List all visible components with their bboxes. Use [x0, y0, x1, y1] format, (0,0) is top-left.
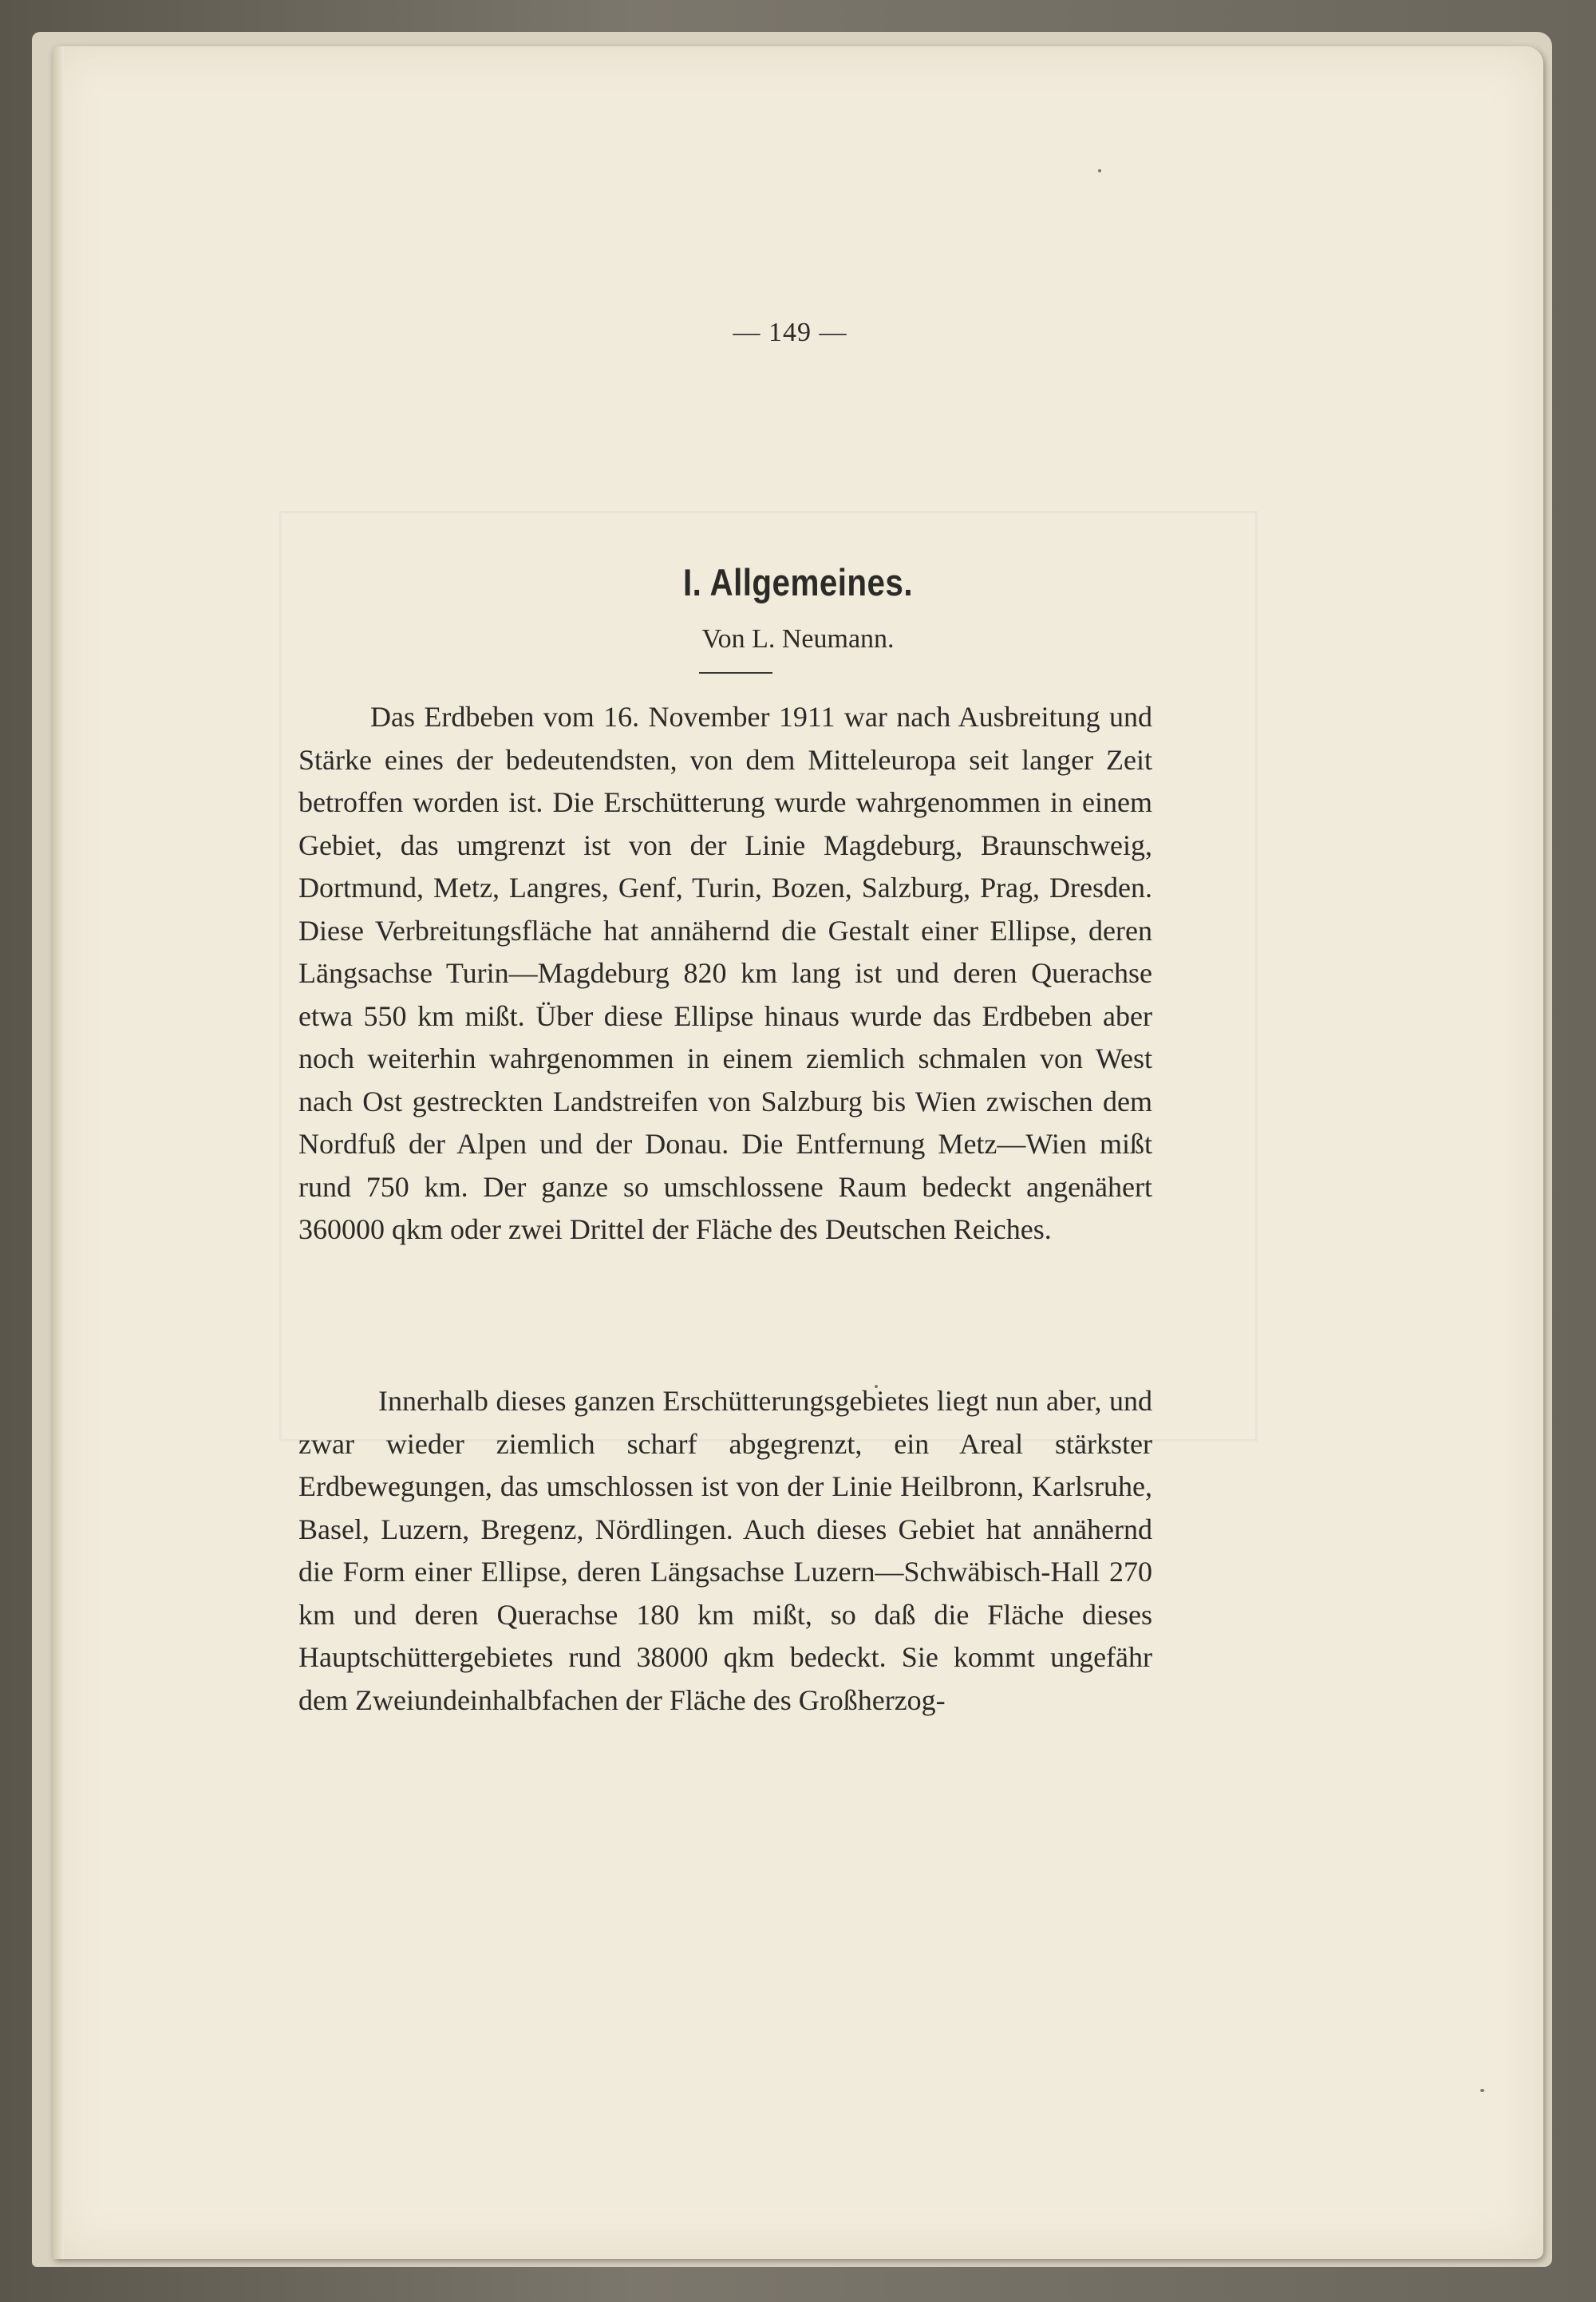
author-byline: Von L. Neumann. [701, 624, 895, 654]
body-paragraph-1: Das Erdbeben vom 16. November 1911 war nach Ausbreitung und Stärke eines der bedeutendsten, von dem Mitteleuropa seit langer Zeit betroffen worden ist. Die Erschütterung wurde wahrgenommen in einem Gebiet, das umgrenzt ist von der Linie Magdeburg, Braunschweig, Dortmund, Metz, Langres, Genf, Turin, Bozen, Salzburg, Prag, Dresden. Diese Verbreitungsfläche hat annähernd die Gestalt einer Ellipse, deren Längsachse Turin—Magdeburg 820 km lang ist und deren Querachse etwa 550 km mißt. Über diese Ellipse hinaus wurde das Erdbeben aber noch weiterhin wahrgenommen in einem ziemlich schmalen von West nach Ost gestreckten Landstreifen von Salzburg bis Wien zwischen dem Nordfuß der Alpen und der Donau. Die Entfernung Metz—Wien mißt rund 750 km. Der ganze so umschlossene Raum bedeckt angenähert 360000 qkm oder zwei Drittel der Fläche des Deutschen Reiches. [298, 701, 1152, 1245]
page-gutter [53, 46, 64, 2259]
title-divider [699, 672, 772, 674]
paper-speck [1098, 169, 1101, 172]
section-title: I. Allgemeines. [683, 561, 913, 603]
body-paragraph-2: Innerhalb dieses ganzen Erschütterungsgebietes liegt nun aber, und zwar wieder ziemlich scharf abgegrenzt, ein Areal stärkster Erdbewegungen, das umschlossen ist von der Linie Heilbronn, Karlsruhe, Basel, Luzern, Bregenz, Nördlingen. Auch dieses Gebiet hat annähernd die Form einer Ellipse, deren Längsachse Luzern—Schwäbisch-Hall 270 km und deren Querachse 180 km mißt, so daß die Fläche dieses Hauptschüttergebietes rund 38000 qkm bedeckt. Sie kommt ungefähr dem Zweiundeinhalbfachen der Fläche des Großherzog- [298, 1385, 1152, 1716]
paper-speck [1480, 2089, 1484, 2092]
page-number: — 149 — [733, 318, 847, 347]
